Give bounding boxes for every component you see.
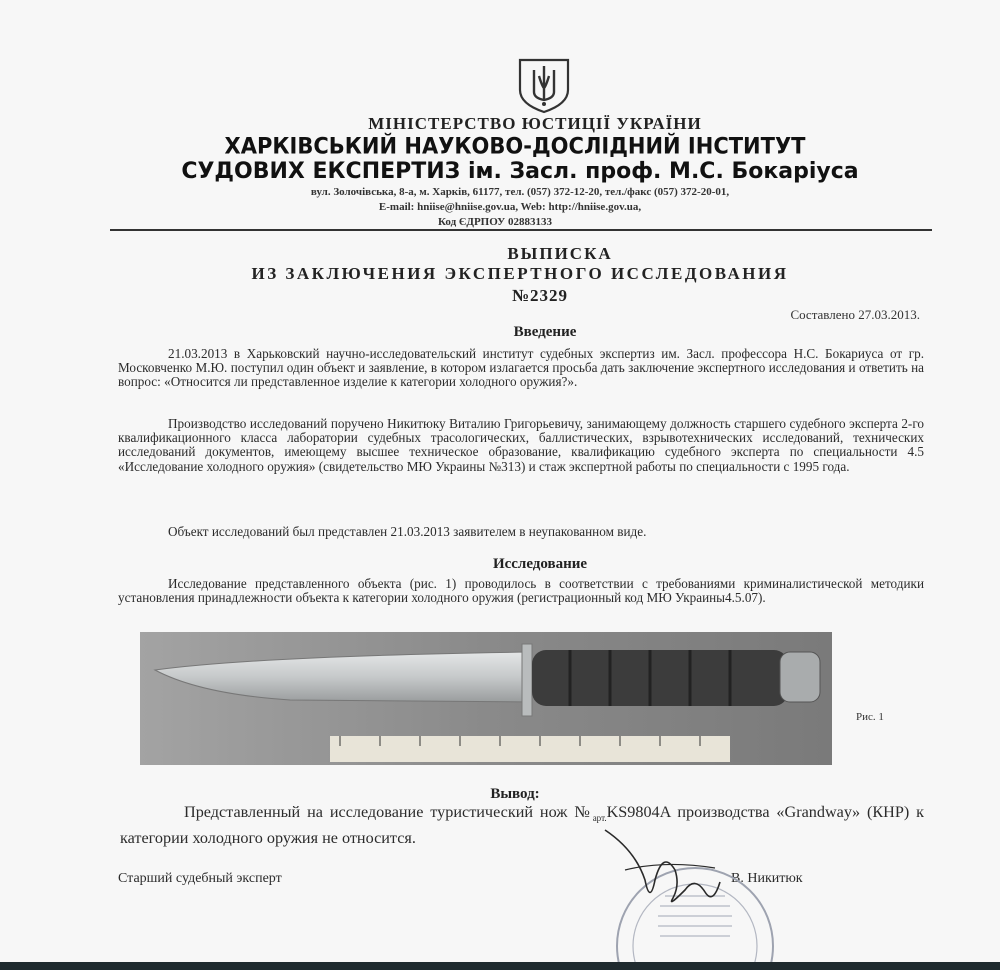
research-heading: Исследование <box>492 556 588 572</box>
intro-paragraph-3: Объект исследований был представлен 21.03.2013 заявителем в неупакованном виде. <box>168 524 647 539</box>
intro-heading: Введение <box>513 324 577 340</box>
conclusion-text <box>120 802 924 848</box>
document-subtitle: ИЗ ЗАКЛЮЧЕНИЯ ЭКСПЕРТНОГО ИССЛЕДОВАНИЯ <box>251 264 789 283</box>
figure-caption: Рис. 1 <box>856 711 884 723</box>
expert-position: Старший судебный эксперт <box>118 871 282 886</box>
ministry-name: МІНІСТЕРСТВО ЮСТИЦІЇ УКРАЇНИ <box>368 114 702 133</box>
document-title: ВЫПИСКА <box>507 244 613 263</box>
knife-photo <box>140 632 832 765</box>
header-divider <box>110 229 932 231</box>
composed-date: Составлено 27.03.2013. <box>790 307 920 322</box>
institute-address: вул. Золочівська, 8-а, м. Харків, 61177, тел. (057) 372-12-20, тел./факс (057) 372-20-01, <box>310 186 730 198</box>
intro-paragraph-1: 21.03.2013 в Харьковский научно-исследовательский институт судебных экспертиз им. Засл. профессора Н.С. Бокариуса от гр. Московченко М.Ю. поступил один объект и заявление, в котором излагается просьба дать заключение экспертного исследования и ответить на вопрос: «Относится ли представленное изделие к категории холодного оружия?». <box>118 346 924 390</box>
institute-contacts: E-mail: hniise@hniise.gov.ua, Web: http://hniise.gov.ua, <box>378 201 642 213</box>
handwritten-signature <box>592 810 735 920</box>
knife-image <box>140 632 832 765</box>
conclusion-text-end: KS9804A производства «Grandway» (КНР) к категории холодного оружия не относится. <box>120 803 924 848</box>
institute-edrpou-code: Код ЄДРПОУ 02883133 <box>438 216 552 228</box>
institute-name-line2: СУДОВИХ ЕКСПЕРТИЗ ім. Засл. проф. М.С. Бокаріуса <box>181 159 859 184</box>
coat-of-arms-icon <box>512 56 576 114</box>
bottom-bar <box>0 962 1000 970</box>
research-paragraph: Исследование представленного объекта (рис. 1) проводилось в соответствии с требованиями криминалистической методики установления принадлежности объекта к категории холодного оружия (регистрационный код МЮ Украины4.5.07). <box>118 576 924 606</box>
document-number: №2329 <box>511 286 569 305</box>
expert-name: В. Никитюк <box>731 871 803 886</box>
intro-paragraph-2: Производство исследований поручено Никитюку Виталию Григорьевичу, занимающему должность старшего судебного эксперта 2-го квалификационного класса лаборатории судебных трасологических, баллистических, взрывотехнических исследований, технических исследований документов, имеющему высшее техническое образование, квалификацию судебного эксперта по специальности 4.5 «Исследование холодного оружия» (свидетельство МЮ Украины №313) и стаж экспертной работы по специальности с 1995 года. <box>118 416 924 474</box>
institute-name-line1: ХАРКІВСЬКИЙ НАУКОВО-ДОСЛІДНИЙ ІНСТИТУТ <box>224 133 806 159</box>
conclusion-heading: Вывод: <box>490 786 540 802</box>
article-abbrev: арт. <box>592 813 607 824</box>
conclusion-text-start: Представленный на исследование туристический нож № <box>184 803 593 821</box>
